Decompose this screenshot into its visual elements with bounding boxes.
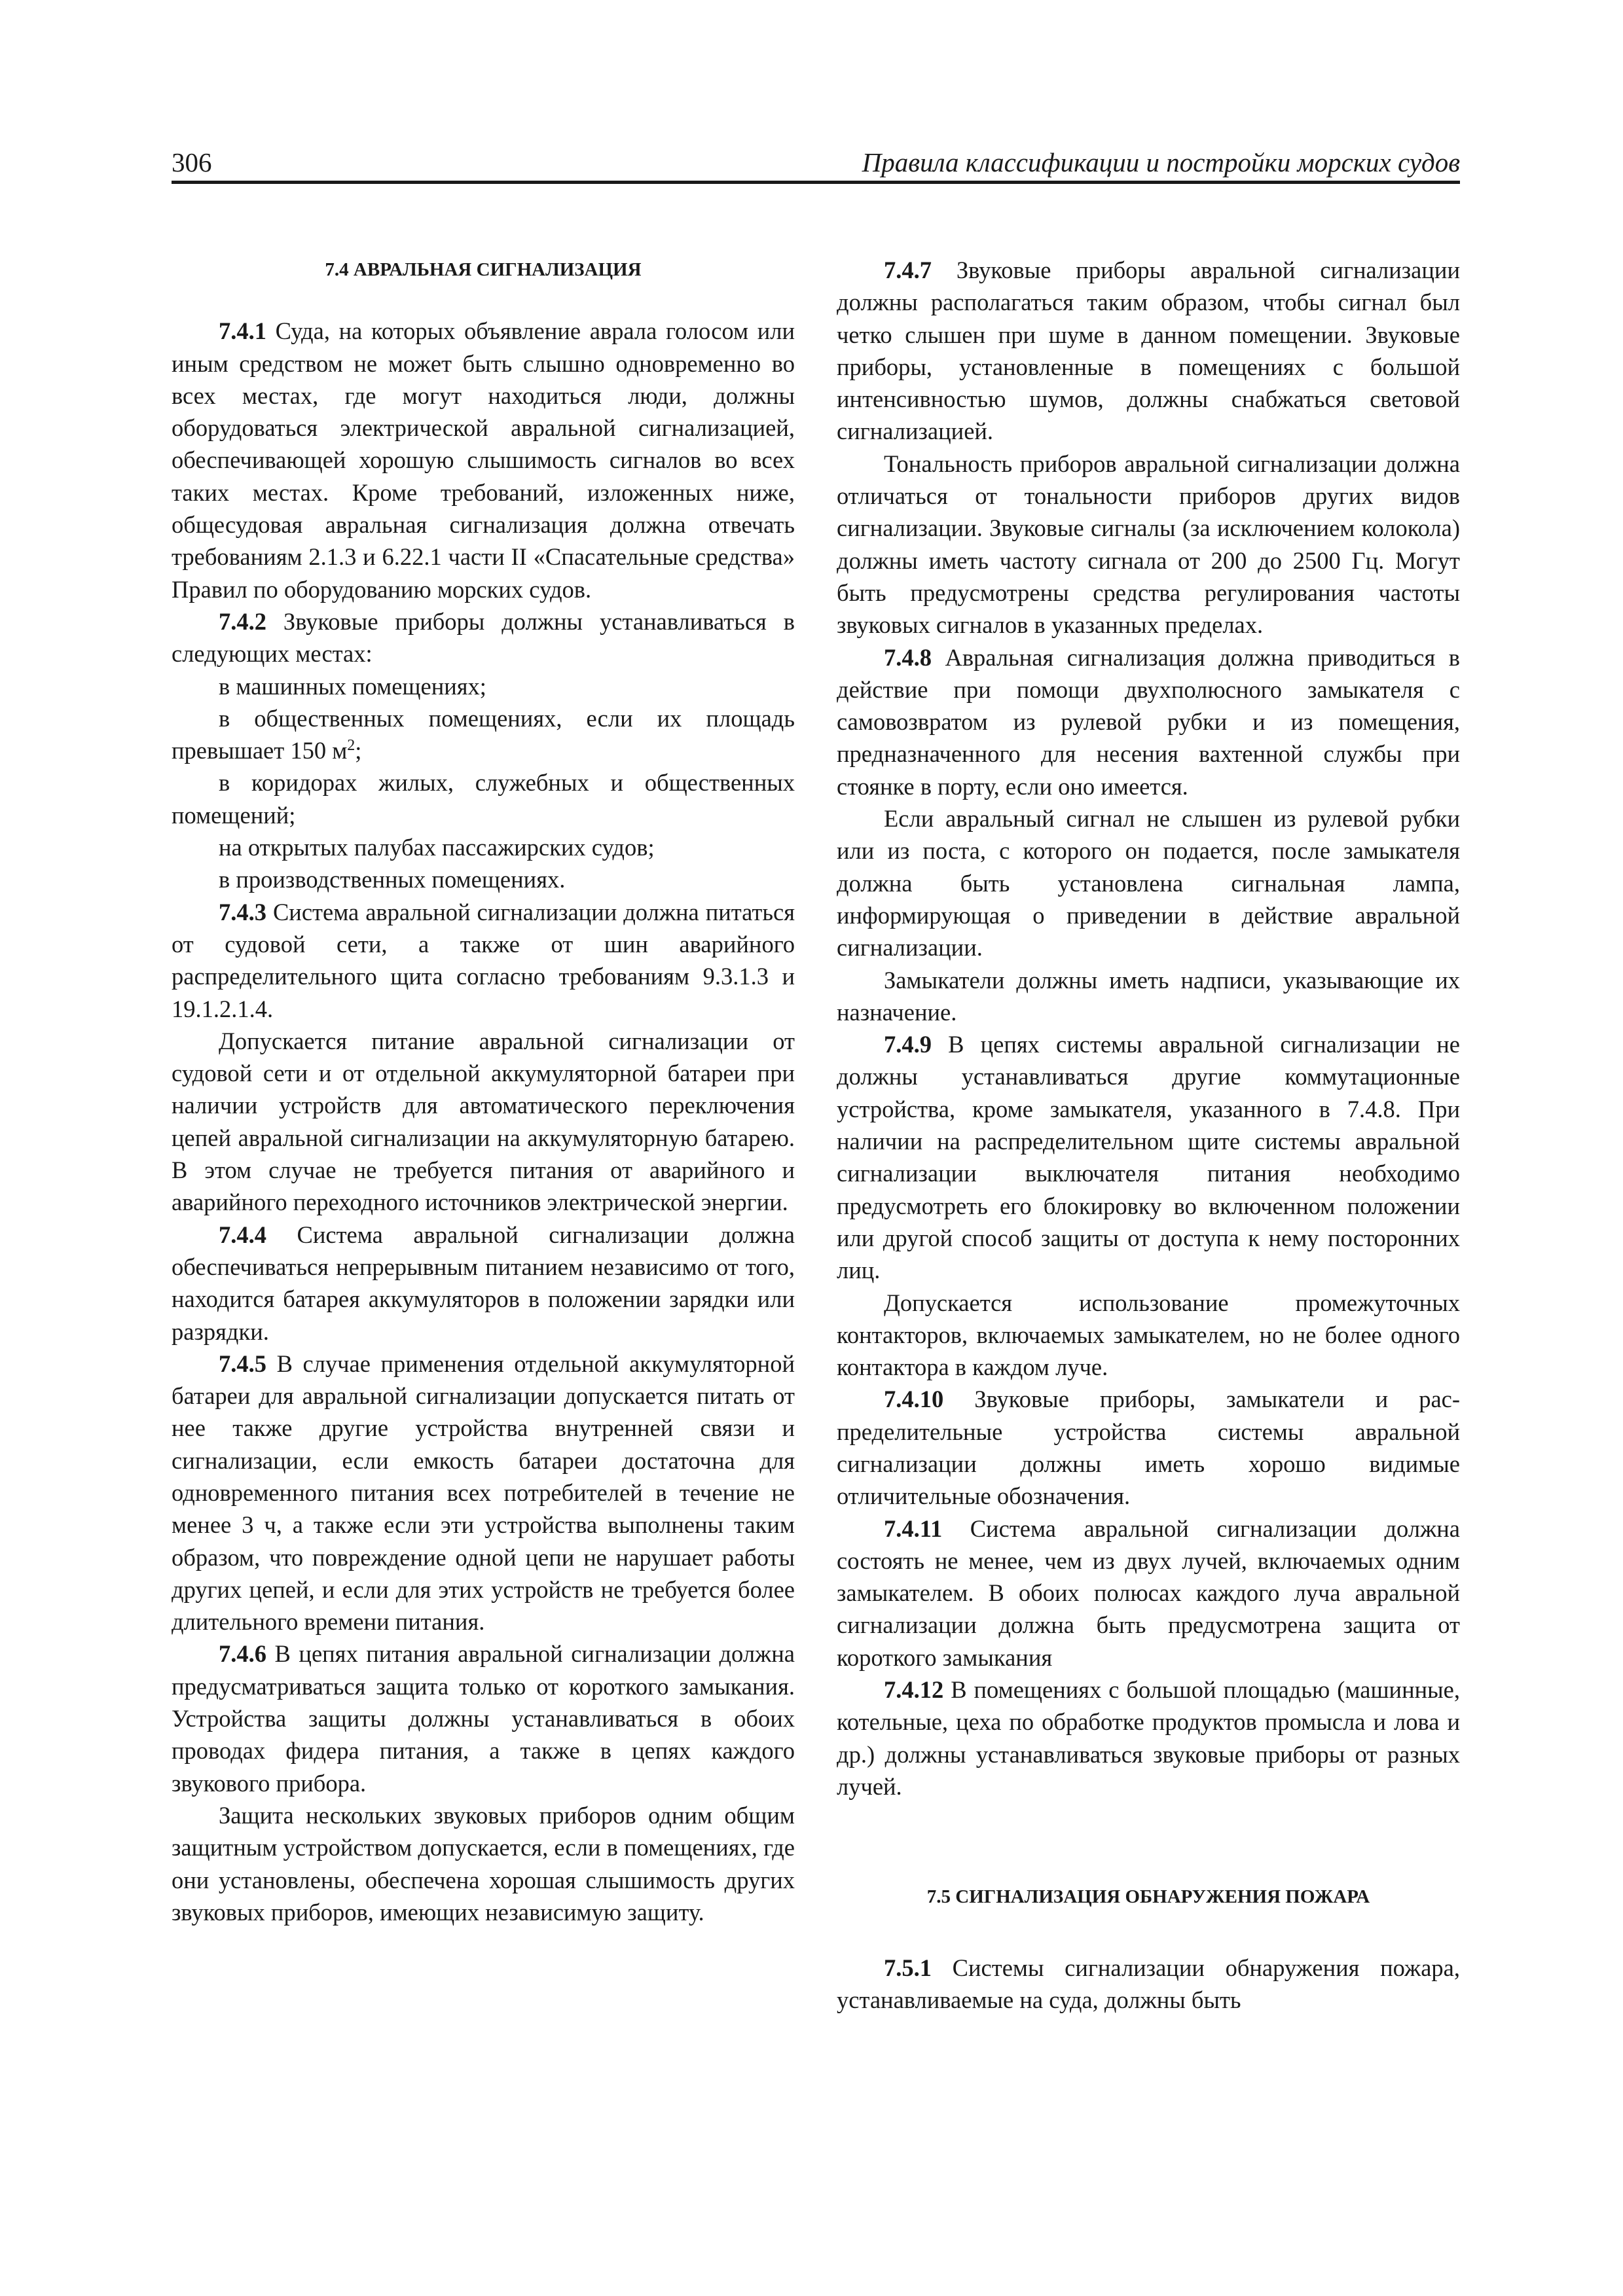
clause-number: 7.4.9 — [884, 1031, 932, 1058]
paragraph-7-4-6 — [172, 1638, 795, 1799]
page-header — [172, 145, 1460, 182]
clause-number: 7.4.1 — [219, 317, 266, 345]
list-item — [172, 702, 795, 767]
paragraph: Защита нескольких звуковых приборов одним общим защитным устройством допускается, если в помещениях, где они установлены, обеспечена хорошая слышимость других звуковых приборов, имеющих независимую защиту. — [172, 1801, 795, 1926]
paragraph-7-4-9 — [837, 1028, 1460, 1286]
list-item: на открытых палубах пассажирских судов; — [219, 834, 655, 861]
clause-number: 7.4.8 — [884, 643, 932, 671]
clause-number: 7.4.10 — [884, 1386, 944, 1413]
section-title-7-5: 7.5 СИГНАЛИЗАЦИЯ ОБНАРУЖЕНИЯ ПОЖАРА — [926, 1886, 1370, 1908]
paragraph-7-4-2 — [172, 605, 795, 670]
paragraph-text: В случае применения отдельной аккумуляторной батареи для авральной сигнализации допускается питать от нее также другие устройства внутренней связи и сигнализации, если емкость батареи достаточна для одновременного питания всех потребителей в течение не менее 3 ч, а также если эти устройства выполнены таким образом, что повреждение одной цепи не нарушает работы других цепей, и если для этих устройств не требуется более длительного времени питания. — [172, 1350, 795, 1636]
superscript: 2 — [347, 737, 356, 754]
paragraph-7-4-7 — [837, 254, 1460, 448]
paragraph-7-4-10 — [837, 1383, 1460, 1512]
paragraph: Допускается использование промежуточных контакторов, включаемых замыкателем, но не более одного контактора в каждом луче. — [837, 1289, 1460, 1381]
paragraph-7-4-8 — [837, 641, 1460, 802]
paragraph-text: Звуковые приборы должны устанавливаться в следующих местах: — [172, 607, 795, 668]
paragraph-text: Звуковые приборы авральной сигнализации должны располагаться таким образом, чтобы сигнал был четко слышен при шуме в данном помещении. Звуковые приборы, установленные в помещениях с большой интенсивностью шумов, должны снабжаться световой сигнализацией. — [837, 257, 1460, 445]
paragraph-text: Система авральной сигнализации должна обеспечиваться непрерывным питанием независимо от того, находится батарея аккумуляторов в положении зарядки или разрядки. — [172, 1221, 795, 1345]
clause-number: 7.4.12 — [884, 1676, 944, 1704]
clause-number: 7.4.2 — [219, 607, 266, 635]
paragraph: Если авральный сигнал не слышен из рулевой рубки или из поста, с которого он подается, после замыкателя должна быть установлена сигнальная лампа, информирующая о приведении в действие авральной сигнализации. — [837, 805, 1460, 961]
paragraph: Тональность приборов авральной сигнализации должна отличаться от тональности приборов других видов сигнализации. Звуковые сигналы (за исключением колокола) должны иметь частоту сигнала от 200 до 2500 Гц. Могут быть предусмотрены средства регулирования частоты звуковых сигналов в указанных пределах. — [837, 450, 1460, 639]
clause-number: 7.4.3 — [219, 898, 266, 925]
paragraph-text: В цепях питания авральной сигнализации должна предусматриваться защита только от короткого замыкания. Устройства защиты должны устанавливаться в обоих проводах фидера питания, а также в цепях каждого звукового прибора. — [172, 1640, 795, 1797]
paragraph-7-4-4 — [172, 1219, 795, 1348]
page-number: 306 — [172, 147, 212, 177]
paragraph-7-4-1 — [172, 315, 795, 605]
paragraph-7-4-11 — [837, 1513, 1460, 1674]
list-item: в коридорах жилых, служебных и общественных помещений; — [172, 769, 795, 829]
right-column — [837, 254, 1460, 2016]
paragraph-7-4-5 — [172, 1348, 795, 1638]
clause-number: 7.5.1 — [884, 1954, 932, 1981]
paragraph-text: В цепях системы авральной сигнализации не должны устанавливаться другие коммутационные устройства, кроме замыкателя, указанного в 7.4.8. При наличии на распределительном щите системы авральной сигнализации выключателя питания необходимо предусмотреть его блокировку во включенном положении или другой способ защиты от доступа к нему посторонних лиц. — [837, 1031, 1460, 1284]
clause-number: 7.4.7 — [884, 257, 932, 283]
paragraph-text: Система авральной сигнализации должна состоять не менее, чем из двух лучей, включаемых одним замыкателем. В обоих полюсах каждого луча авральной сигнализации должна быть предусмотрена защита от короткого замыкания — [837, 1515, 1460, 1671]
clause-number: 7.4.5 — [219, 1350, 266, 1377]
header-rule — [172, 181, 1460, 184]
clause-number: 7.4.4 — [219, 1221, 266, 1248]
paragraph-text: Авральная сигнализация должна приводиться в действие при помощи двухполюсного замыкателя с самовозвратом из рулевой рубки и из помещения, предназначенного для несения вахтенной службы при стоянке в порту, если оно имеется. — [837, 643, 1460, 800]
list-item-text: ; — [355, 737, 362, 764]
paragraph: Замыкатели должны иметь надписи, указывающие их назначение. — [837, 966, 1460, 1026]
list-item-text: в общественных помещениях, если их площадь превышает 150 м — [172, 704, 795, 764]
paragraph-text: Система авральной сигнализации должна питаться от судовой сети, а также от шин аварийного распределительного щита согласно требованиям 9.3.1.3 и 19.1.2.1.4. — [172, 898, 795, 1022]
paragraph-text: В помещениях с большой площадью (машинные, котельные, цеха по обработке продуктов промысла и лова и др.) должны устанавливаться звуковые приборы от разных лучей. — [837, 1676, 1460, 1800]
paragraph-text: Звуковые приборы, замыкатели и распределительные устройства системы авральной сигнализации должны иметь хорошо видимые отличительные обозначения. — [837, 1386, 1460, 1510]
running-title: Правила классификации и постройки морских судов — [862, 147, 1460, 177]
paragraph-text: Системы сигнализации обнаружения пожара, устанавливаемые на суда, должны быть — [837, 1954, 1460, 2013]
list-item: в производственных помещениях. — [219, 866, 566, 893]
paragraph-7-4-12 — [837, 1674, 1460, 1803]
paragraph: Допускается питание авральной сигнализации от судовой сети и от отдельной аккумуляторной батареи при наличии устройств для автоматического переключения цепей авральной сигнализации на аккумуляторную батарею. В этом случае не требуется питания от аварийного и аварийного переходного источников электрической энергии. — [172, 1027, 795, 1216]
list-item: в машинных помещениях; — [219, 672, 486, 700]
paragraph-7-5-1 — [837, 1952, 1460, 2017]
left-column — [172, 254, 795, 1928]
paragraph-text: Суда, на которых объявление аврала голосом или иным средством не может быть слышно одновременно во всех местах, где могут находиться люди, должны оборудоваться электрической авральной сигнализацией, обеспечивающей хорошую слышимость сигналов во всех таких местах. Кроме требований, изложенных ниже, общесудовая авральная сигнализация должна отвечать требованиям 2.1.3 и 6.22.1 части II «Спасательные средства» Правил по оборудованию морских судов. — [172, 317, 795, 603]
paragraph-7-4-3 — [172, 896, 795, 1025]
clause-number: 7.4.6 — [219, 1640, 266, 1668]
clause-number: 7.4.11 — [884, 1515, 943, 1542]
section-title-7-4: 7.4 АВРАЛЬНАЯ СИГНАЛИЗАЦИЯ — [325, 259, 642, 280]
